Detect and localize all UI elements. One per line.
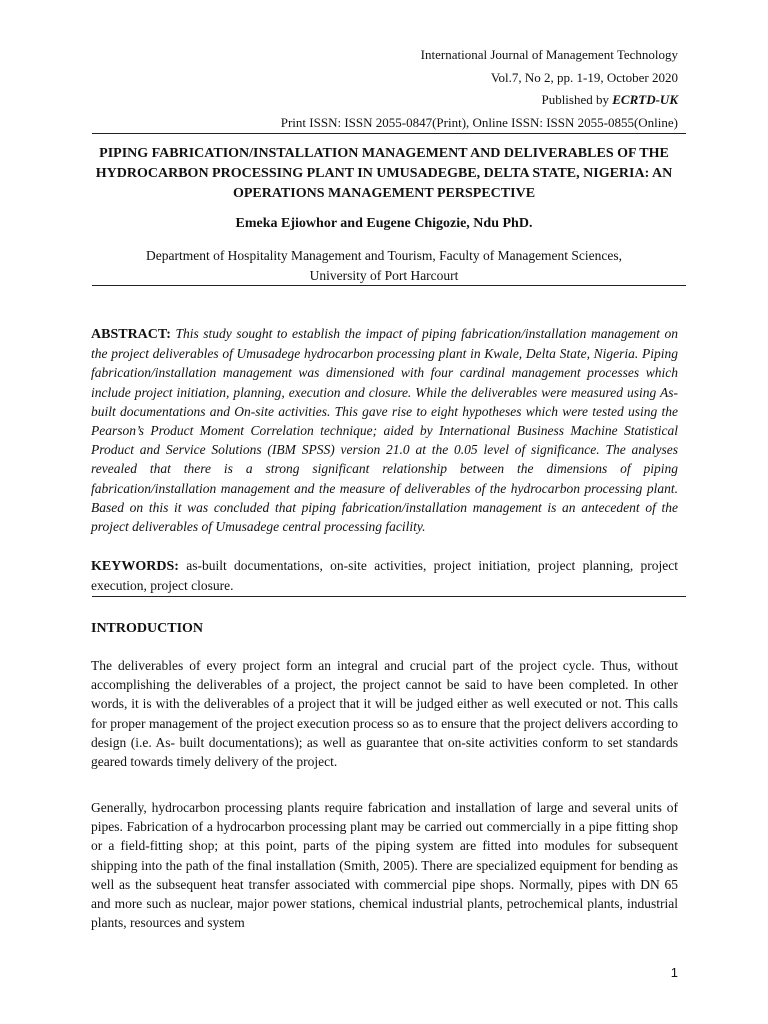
affiliation-line-1: Department of Hospitality Management and Tourism, Faculty of Management Sciences, bbox=[145, 248, 623, 263]
journal-volume: Vol.7, No 2, pp. 1-19, October 2020 bbox=[490, 69, 678, 85]
journal-name: International Journal of Management Technology bbox=[420, 47, 678, 62]
abstract-label: ABSTRACT: bbox=[91, 327, 171, 342]
keywords-label: KEYWORDS: bbox=[91, 559, 179, 574]
journal-header bbox=[281, 44, 678, 134]
introduction-paragraph-2: Generally, hydrocarbon processing plants require fabrication and installation of large and several units of pipes. Fabrication of a hydrocarbon processing plant may be carried out commercially in a pipe fitting shop or a field-fitting shop; at this point, parts of the piping system are fitted into modules for subsequent shipping into the path of the final installation (Smith, 2005). There are specialized equipment for bending as well as the subsequent heat transfer associated with commercial pipe shops. Normally, pipes with DN 65 and more such as nuclear, major power stations, chemical industrial plants, petrochemical plants, industrial plants, resources and system bbox=[91, 800, 678, 931]
introduction-paragraph-1: The deliverables of every project form an integral and crucial part of the project cycle. Thus, without accomplishing the deliverables of a project, the project cannot be said to have been completed. In other words, it is with the deliverables of a project that it will be judged either as well executed or not. This calls for proper management of the project execution process so as to ensure that the project delivers according to design (i.e. As- built documentations); as well as guarantee that on-site activities conform to set standards geared towards timely delivery of the project. bbox=[91, 658, 678, 770]
author-affiliation bbox=[80, 246, 688, 286]
header-divider bbox=[92, 133, 686, 134]
publisher-line bbox=[281, 89, 678, 112]
keywords-text: as-built documentations, on-site activities, project initiation, project planning, project execution, project closure. bbox=[91, 558, 679, 594]
issn-line: Print ISSN: ISSN 2055-0847(Print), Online ISSN: ISSN 2055-0855(Online) bbox=[280, 114, 678, 130]
abstract-text: This study sought to establish the impact of piping fabrication/installation management on the project deliverables of Umusadege hydrocarbon processing plant in Kwale, Delta State, Nigeria. Piping fabrication/installation management was dimensioned with four cardinal management processes which include project initiation, planning, execution and closure. While the deliverables were measured using As-built documentations and On-site activities. This gave rise to eight hypotheses which were tested using the Pearson’s Product Moment Correlation technique; aided by International Business Machine Statistical Product and Service Solutions (IBM SPSS) version 21.0 at the 0.05 level of significance. The analyses revealed that there is a strong significant relationship between the dimensions of piping fabrication/installation management and the measure of deliverables of the hydrocarbon processing plant. Based on this it was concluded that piping fabrication/installation management is an antecedent of the project deliverables of Umusadege central processing facility. bbox=[91, 326, 678, 535]
paper-authors: Emeka Ejiowhor and Eugene Chigozie, Ndu PhD. bbox=[235, 216, 533, 231]
publisher-name: ECRTD-UK bbox=[612, 92, 678, 107]
published-prefix: Published by bbox=[541, 92, 613, 107]
affiliation-line-2: University of Port Harcourt bbox=[309, 268, 459, 283]
keywords bbox=[91, 556, 678, 595]
affiliation-divider bbox=[92, 285, 686, 286]
keywords-divider bbox=[92, 596, 686, 597]
paper-title: PIPING FABRICATION/INSTALLATION MANAGEMENT AND DELIVERABLES OF THE HYDROCARBON PROCESSING PLANT IN UMUSADEGBE, DELTA STATE, NIGERIA: AN OPERATIONS MANAGEMENT PERSPECTIVE bbox=[95, 146, 673, 201]
abstract bbox=[91, 324, 678, 536]
introduction-heading: INTRODUCTION bbox=[91, 621, 204, 636]
page-number: 1 bbox=[670, 965, 678, 980]
